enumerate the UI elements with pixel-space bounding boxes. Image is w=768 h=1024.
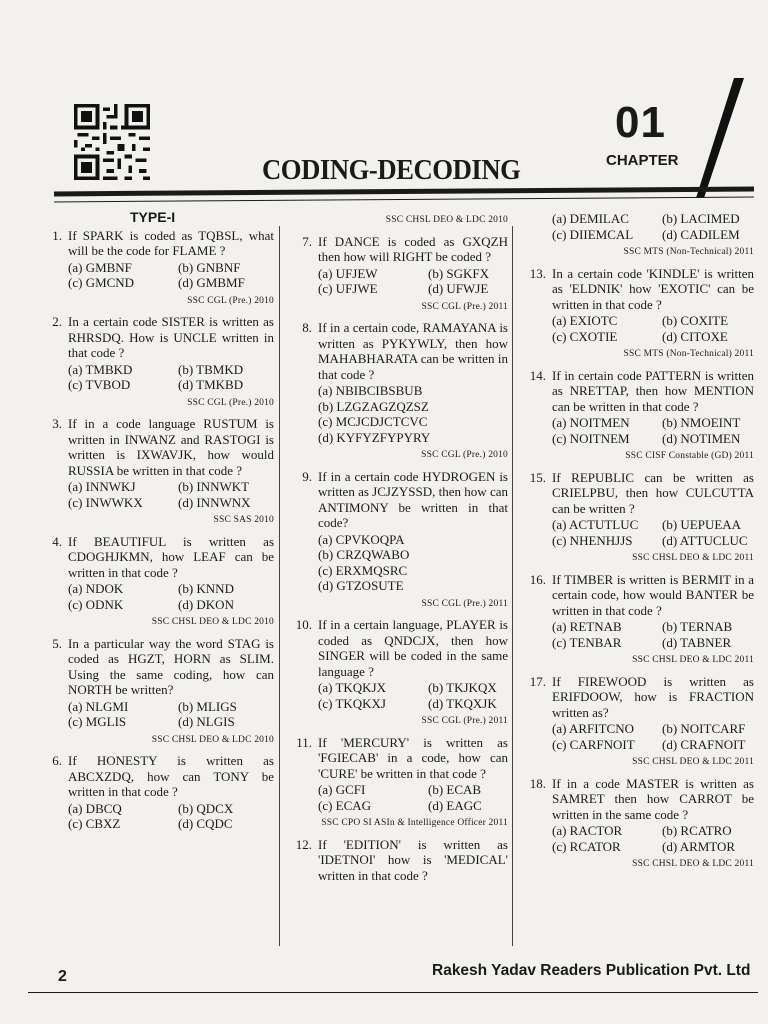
qr-code <box>74 102 150 182</box>
options-list <box>318 383 508 445</box>
question-source: SSC CGL (Pre.) 2011 <box>421 716 508 726</box>
option: (c) NOITNEM <box>552 430 630 446</box>
option: (a) CPVKOQPA <box>318 531 405 547</box>
option: (b) COXITE <box>662 313 729 328</box>
question-item <box>34 228 274 291</box>
option: (c) CBXZ <box>68 816 121 831</box>
question-number: 16. <box>529 571 546 587</box>
options-list <box>318 680 508 711</box>
section-heading: TYPE-I <box>130 209 176 225</box>
option: (b) RCATRO <box>662 823 732 838</box>
options-list <box>68 479 274 510</box>
question-text: If in a certain code HYDROGEN is written as JCJZYSSD, then how can ANTIMONY be written in that code? <box>318 468 508 530</box>
option: (d) UFWJE <box>428 281 489 296</box>
option: (b) CRZQWABO <box>318 547 410 562</box>
option: (b) GNBNF <box>178 259 241 275</box>
question-number: 7. <box>302 233 312 249</box>
option: (d) NOTIMEN <box>662 430 741 446</box>
question-item <box>284 234 508 297</box>
question-text: If in a code MASTER is written as SAMRET then how CARROT be written in the same code ? <box>552 775 754 822</box>
option: (a) GCFI <box>318 782 366 797</box>
column-3 <box>518 210 754 878</box>
question-number: 15. <box>529 469 546 485</box>
option: (a) RETNAB <box>552 619 622 634</box>
column-1 <box>34 210 274 832</box>
question-source: SSC MTS (Non-Technical) 2011 <box>623 349 754 359</box>
question-item <box>34 534 274 613</box>
question-number: 14. <box>529 367 546 383</box>
question-source: SSC CISF Constable (GD) 2011 <box>625 451 754 461</box>
question-item <box>34 636 274 730</box>
question-number: 2. <box>52 314 62 329</box>
question-number: 3. <box>52 416 62 431</box>
options-list <box>68 581 274 612</box>
question-source: SSC CPO SI ASIn & Intelligence Officer 2011 <box>321 818 508 828</box>
option: (b) LZGZAGZQZSZ <box>318 398 429 414</box>
question-text: If in a code language RUSTUM is written in INWANZ and RASTOGI is written is IXWAVJK, how would RUSSIA be written in that code ? <box>68 416 274 478</box>
question-source: SSC MTS (Non-Technical) 2011 <box>623 247 754 257</box>
question-text: If DANCE is coded as GXQZH then how will RIGHT be coded ? <box>318 233 508 264</box>
question-source: SSC CHSL DEO & LDC 2011 <box>632 859 754 869</box>
option: (c) TENBAR <box>552 634 622 650</box>
question-source: SSC CHSL DEO & LDC 2011 <box>632 655 754 665</box>
options-list <box>552 721 754 752</box>
options-list <box>68 362 274 393</box>
question-item <box>284 320 508 445</box>
question-number: 10. <box>295 617 312 632</box>
question-source: SSC CGL (Pre.) 2010 <box>187 397 274 408</box>
option: (d) TABNER <box>662 634 732 650</box>
header-rule-thin <box>54 197 754 203</box>
option: (a) TKQKJX <box>318 680 386 695</box>
question-text: If BEAUTIFUL is written as CDOGHJKMN, how LEAF can be written in that code ? <box>68 533 274 580</box>
question-text: If SPARK is coded as TQBSL, what will be the code for FLAME ? <box>68 227 274 258</box>
option: (b) LACIMED <box>662 211 740 226</box>
question-number: 9. <box>302 468 312 484</box>
option: (b) MLIGS <box>178 698 237 714</box>
option: (b) UEPUEAA <box>662 517 742 532</box>
option: (d) DKON <box>178 596 234 612</box>
option: (c) INWWKX <box>68 494 143 510</box>
option: (b) TBMKD <box>178 361 244 377</box>
option: (b) TERNAB <box>662 619 733 634</box>
question-item <box>34 416 274 510</box>
option: (a) DEMILAC <box>552 211 629 226</box>
option: (a) NLGMI <box>68 698 129 714</box>
option: (d) TMKBD <box>178 377 244 392</box>
option: (a) NOITMEN <box>552 415 630 430</box>
option: (c) MGLIS <box>68 714 127 729</box>
option: (c) ERXMQSRC <box>318 562 408 578</box>
option: (d) CADILEM <box>662 226 740 242</box>
options-list <box>552 211 754 242</box>
option: (c) DIIEMCAL <box>552 226 634 242</box>
question-item <box>284 469 508 594</box>
question-item <box>34 314 274 393</box>
option: (b) SGKFX <box>428 265 490 281</box>
option: (b) NMOEINT <box>662 415 741 430</box>
option: (d) INNWNX <box>178 494 251 510</box>
option: (d) CITOXE <box>662 328 728 344</box>
options-list <box>68 699 274 730</box>
option: (b) QDCX <box>178 800 234 816</box>
header-rule <box>54 187 754 197</box>
option: (d) ATTUCLUC <box>662 532 748 548</box>
question-source: SSC CHSL DEO & LDC 2011 <box>632 553 754 563</box>
question-item <box>284 617 508 711</box>
question-number: 6. <box>52 753 62 768</box>
question-source: SSC CHSL DEO & LDC 2010 <box>385 215 508 225</box>
column-2 <box>284 210 508 883</box>
question-source: SSC CGL (Pre.) 2011 <box>421 598 508 609</box>
option: (a) UFJEW <box>318 265 378 281</box>
question-item <box>518 572 754 651</box>
options-list <box>552 823 754 854</box>
question-source: SSC CHSL DEO & LDC 2011 <box>632 757 754 767</box>
question-source: SSC CHSL DEO & LDC 2010 <box>151 734 274 745</box>
question-item <box>34 753 274 832</box>
footer-rule <box>28 992 758 993</box>
option: (a) NDOK <box>68 581 124 596</box>
question-text: If FIREWOOD is written as ERIFDOOW, how is FRACTION written as? <box>552 673 754 720</box>
options-list <box>552 415 754 446</box>
page-number: 2 <box>58 968 67 985</box>
option: (b) ECAB <box>428 782 482 797</box>
question-text: If in a certain language, PLAYER is coded as QNDCJX, then how SINGER will be coded in the same language ? <box>318 617 508 679</box>
options-list <box>552 313 754 344</box>
options-list <box>318 266 508 297</box>
option: (a) NBIBCIBSBUB <box>318 383 423 398</box>
option: (d) ARMTOR <box>662 838 736 854</box>
option: (b) KNND <box>178 581 234 596</box>
option: (c) MCJCDJCTCVC <box>318 414 428 429</box>
option: (d) CRAFNOIT <box>662 736 746 752</box>
options-list <box>68 260 274 291</box>
option: (c) ODNK <box>68 596 124 612</box>
question-source: SSC SAS 2010 <box>213 515 274 525</box>
option: (c) CARFNOIT <box>552 736 635 752</box>
question-number: 18. <box>529 775 546 791</box>
chapter-number: 01 <box>615 98 666 147</box>
column-divider <box>512 226 513 946</box>
option: (c) GMCND <box>68 275 135 290</box>
chapter-label: CHAPTER <box>606 152 679 169</box>
option: (a) GMBNF <box>68 259 132 275</box>
question-source: SSC CHSL DEO & LDC 2010 <box>151 617 274 627</box>
question-number: 8. <box>302 320 312 335</box>
question-number: 11. <box>296 734 312 750</box>
option: (b) TKJKQX <box>428 680 497 695</box>
question-source: SSC CGL (Pre.) 2010 <box>187 295 274 306</box>
options-list <box>318 532 508 594</box>
question-text: In a certain code 'KINDLE' is written as 'ELDNIK' how 'EXOTIC' can be written in that code ? <box>552 265 754 312</box>
question-number: 17. <box>529 673 546 689</box>
option: (b) NOITCARF <box>662 721 746 736</box>
option: (d) GMBMF <box>178 275 245 290</box>
question-item <box>284 735 508 814</box>
column-divider <box>279 226 280 946</box>
question-text: If TIMBER is written is BERMIT in a certain code, how would BANTER be written in that code ? <box>552 571 754 618</box>
question-text: If in certain code PATTERN is written as NRETTAP, then how MENTION can be written in that code ? <box>552 367 754 414</box>
option: (d) NLGIS <box>178 714 235 729</box>
question-text: If REPUBLIC can be written as CRIELPBU, then how CULCUTTA can be written ? <box>552 469 754 516</box>
question-text: If 'MERCURY' is written as 'FGIECAB' in a code, how can 'CURE' be written in that code ? <box>318 734 508 781</box>
question-text: In a particular way the word STAG is coded as HGZT, HORN as SLIM. Using the same coding, how can NORTH be written? <box>68 635 274 697</box>
options-list <box>552 517 754 548</box>
option: (a) ACTUTLUC <box>552 517 639 532</box>
option: (a) ARFITCNO <box>552 721 634 736</box>
option: (a) TMBKD <box>68 361 133 377</box>
question-number: 12. <box>295 836 312 852</box>
question-text: In a certain code SISTER is written as RHRSDQ. How is UNCLE written in that code ? <box>68 314 274 360</box>
option: (d) CQDC <box>178 816 233 831</box>
option: (a) DBCQ <box>68 800 122 816</box>
question-source: SSC CGL (Pre.) 2010 <box>421 450 508 460</box>
option: (c) TVBOD <box>68 377 131 392</box>
chapter-slash-decoration <box>690 78 750 198</box>
question-number: 1. <box>52 227 62 243</box>
question-text: If 'EDITION' is written as 'IDETNOI' how is 'MEDICAL' written in that code ? <box>318 836 508 883</box>
option: (d) GTZOSUTE <box>318 578 404 593</box>
question-text: If HONESTY is written as ABCXZDQ, how can TONY be written in that code ? <box>68 753 274 799</box>
option: (d) KYFYZFYPYRY <box>318 429 431 445</box>
option: (c) RCATOR <box>552 838 621 854</box>
option: (c) NHENHJJS <box>552 532 633 548</box>
option: (b) INNWKT <box>178 479 250 494</box>
option: (a) INNWKJ <box>68 479 136 494</box>
question-item <box>518 674 754 753</box>
option: (c) CXOTIE <box>552 328 618 344</box>
question-number: 5. <box>52 635 62 651</box>
option: (a) EXIOTC <box>552 313 618 328</box>
question-number: 13. <box>529 265 546 281</box>
option: (d) TKQXJK <box>428 695 497 711</box>
options-list <box>68 801 274 832</box>
question-item <box>518 776 754 855</box>
options-list <box>318 782 508 813</box>
option: (c) TKQKXJ <box>318 695 386 711</box>
question-item <box>518 368 754 447</box>
page-title: CODING-DECODING <box>262 154 521 186</box>
question-item <box>518 266 754 345</box>
question-number: 4. <box>52 533 62 549</box>
option: (c) ECAG <box>318 797 372 813</box>
question-text: If in a certain code, RAMAYANA is written as PYKYWLY, then how MAHABHARATA can be written in that code ? <box>318 320 508 382</box>
option: (c) UFJWE <box>318 281 378 296</box>
question-item <box>518 470 754 549</box>
question-item <box>284 837 508 884</box>
option: (d) EAGC <box>428 797 482 813</box>
option: (a) RACTOR <box>552 823 623 838</box>
options-list <box>552 619 754 650</box>
publisher-name: Rakesh Yadav Readers Publication Pvt. Ltd <box>432 962 751 979</box>
question-item <box>518 211 754 242</box>
question-source: SSC CGL (Pre.) 2011 <box>421 301 508 312</box>
